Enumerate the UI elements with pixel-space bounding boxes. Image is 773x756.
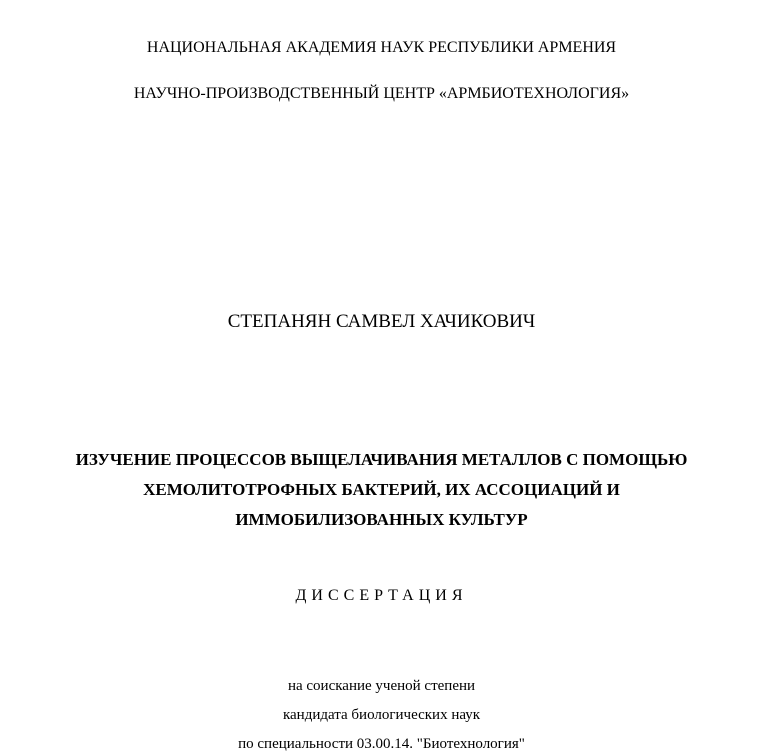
research-center-name: НАУЧНО-ПРОИЗВОДСТВЕННЫЙ ЦЕНТР «АРМБИОТЕХНОЛОГИЯ» xyxy=(133,85,630,102)
dissertation-title-line-3: ИММОБИЛИЗОВАННЫХ КУЛЬТУР xyxy=(235,510,528,529)
institution-name: НАЦИОНАЛЬНАЯ АКАДЕМИЯ НАУК РЕСПУБЛИКИ АРМЕНИЯ xyxy=(146,39,617,56)
degree-line-1: на соискание ученой степени xyxy=(287,678,476,694)
degree-line-2: кандидата биологических наук xyxy=(282,707,481,723)
dissertation-title-line-2: ХЕМОЛИТОТРОФНЫХ БАКТЕРИЙ, ИХ АССОЦИАЦИЙ И xyxy=(143,480,620,499)
degree-line-3: по специальности 03.00.14. "Биотехнология" xyxy=(238,736,525,752)
document-type: ДИССЕРТАЦИЯ xyxy=(295,587,468,604)
author-name: СТЕПАНЯН САМВЕЛ ХАЧИКОВИЧ xyxy=(227,311,536,332)
dissertation-title-line-1: ИЗУЧЕНИЕ ПРОЦЕССОВ ВЫЩЕЛАЧИВАНИЯ МЕТАЛЛОВ С ПОМОЩЬЮ xyxy=(75,450,688,469)
